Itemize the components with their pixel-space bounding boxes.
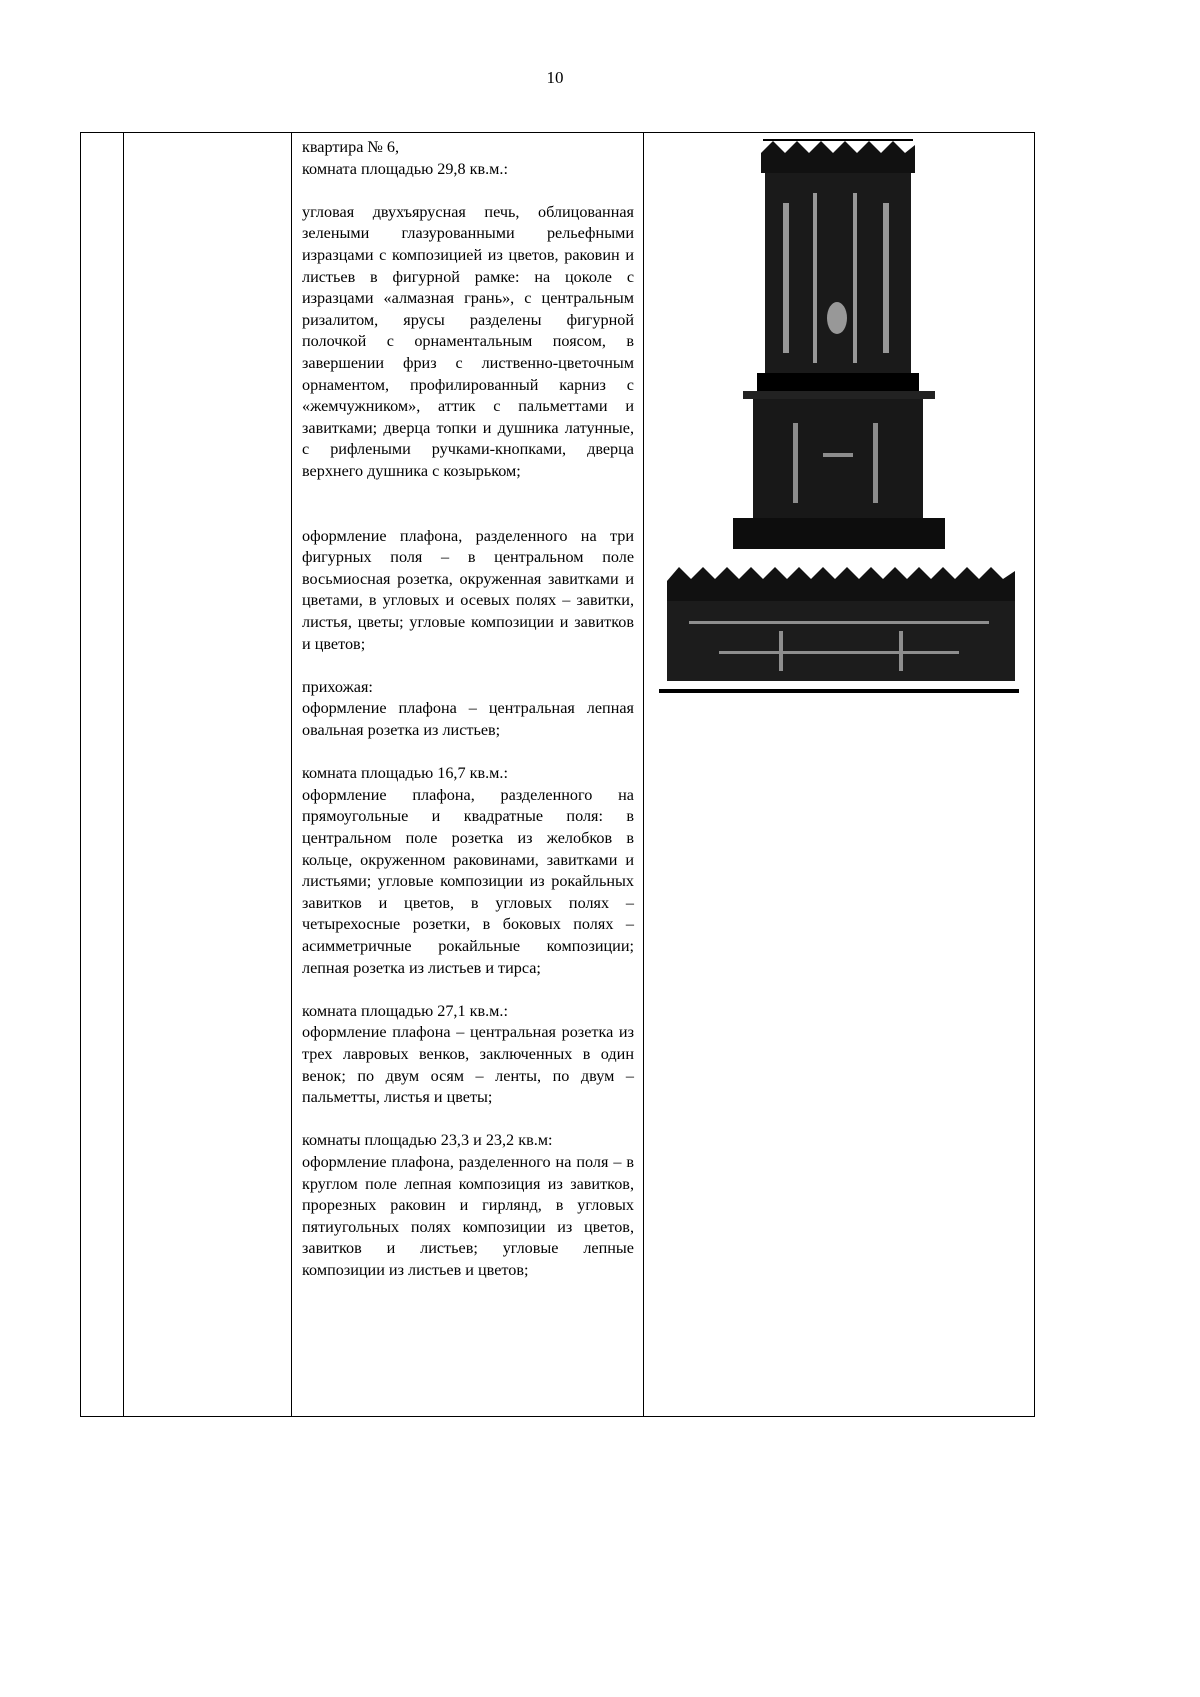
stove-description: угловая двухъярусная печь, облицованная зелеными глазурованными рельефными изразцами с композицией из цветов, раковин и листьев в фигурной рамке: на цоколе с изразцами «алмазная грань», с центральным ризалитом, ярусы разделены фигурной полочкой с орнаментальным поясом, в завершении фриз с лиственно-цветочным орнаментом, профилированный карниз с «жемчужником», аттик с пальметтами и завитками; дверца топки и душника латунные, с рифлеными ручками-кнопками, дверца верхнего душника с козырьком; (302, 202, 634, 480)
hall-description: оформление плафона – центральная лепная овальная розетка из листьев; (302, 699, 634, 740)
room-description: оформление плафона, разделенного на поля – в круглом поле лепная композиция из завитков, прорезных раковин и гирлянд, в угловых пятиугольных полях композиции из цветов, завитков и листьев; угловые лепные композиции из листьев и цветов; (302, 1152, 634, 1279)
column-divider (123, 133, 124, 1416)
description-table (80, 132, 1035, 1417)
description-cell (302, 137, 634, 1303)
room-description: оформление плафона – центральная розетка из трех лавровых венков, заключенных в один венок; по двум осям – ленты, по двум – пальметты, листья и цветы; (302, 1023, 634, 1107)
page-number: 10 (546, 68, 564, 87)
apartment-title: квартира № 6, (302, 138, 400, 156)
room-title: комната площадью 16,7 кв.м.: (302, 764, 508, 783)
column-divider (643, 133, 644, 1416)
cornice-photo (659, 561, 1019, 695)
room-title: комната площадью 27,1 кв.м.: (302, 1001, 508, 1020)
ceiling-description: оформление плафона, разделенного на три фигурных поля – в центральном поле восьмиосная розетка, окруженная завитками и цветами, в угловых и осевых полях – завитки, листья, цветы; угловые композиции и завитков и цветов; (302, 526, 634, 653)
room-title: комнаты площадью 23,3 и 23,2 кв.м: (302, 1131, 553, 1150)
hall-title: прихожая: (302, 677, 373, 696)
room-description: оформление плафона, разделенного на прямоугольные и квадратные поля: в центральном поле розетка из желобков в кольце, окруженном раковинами, завитками и листьями; угловые композиции из рокайльных завитков и цветов, в угловых полях – четырехосные розетки, в боковых полях – асимметричные рокайльные композиции; лепная розетка из листьев и тирса; (302, 785, 634, 977)
room-title: комната площадью 29,8 кв.м.: (302, 159, 508, 178)
stove-photo (733, 133, 945, 549)
column-divider (291, 133, 292, 1416)
